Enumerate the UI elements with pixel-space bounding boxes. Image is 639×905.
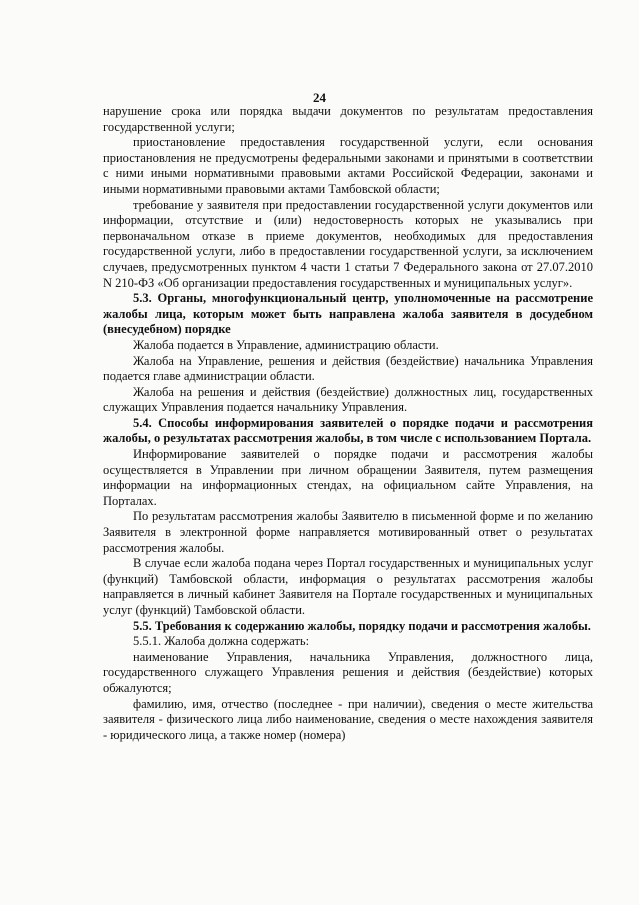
paragraph-complaint-filed: Жалоба подается в Управление, администрацию области. [133,337,439,352]
page-number: 24 [313,90,326,105]
section-heading-5-3: 5.3. Органы, многофункциональный центр, уполномоченные на рассмотрение жалобы лица, которым может быть направлена жалоба заявителя в досудебном (внесудебном) порядке [103,291,593,337]
paragraph-suspension: приостановление предоставления государственной услуги, если основания приостановления не предусмотрены федеральными законами и принятыми в соответствии с ними иными нормативными правовыми актами Российской Федерации, законами и иными нормативными правовыми актами Тамбовской области; [103,135,593,196]
paragraph-informing: Информирование заявителей о порядке подачи и рассмотрения жалобы осуществляется в Управлении при личном обращении Заявителя, путем размещения информации на информационных стендах, на официальном сайте Управления, на Порталах. [103,447,593,508]
paragraph-name-of-management: наименование Управления, начальника Управления, должностного лица, государственного служащего Управления решения и действия (бездействие) которых обжалуются; [103,649,593,695]
paragraph-portal-complaint: В случае если жалоба подана через Портал государственных и муниципальных услуг (функций) Тамбовской области, информация о результатах рассмотрения жалобы направляется в личный кабинет Заявителя на Портале государственных и муниципальных услуг (функций) Тамбовской области. [103,556,593,617]
paragraph-applicant-details: фамилию, имя, отчество (последнее - при наличии), сведения о месте жительства заявителя - физического лица либо наименование, сведения о месте нахождения заявителя - юридического лица, а также номер (номера) [103,696,593,742]
paragraph-complaint-head: Жалоба на Управление, решения и действия (бездействие) начальника Управления подается главе администрации области. [103,353,593,384]
paragraph-5-5-1: 5.5.1. Жалоба должна содержать: [133,634,310,649]
paragraph-results-response: По результатам рассмотрения жалобы Заявителю в письменной форме и по желанию Заявителя в электронной форме направляется мотивированный ответ о результатах рассмотрения жалобы. [103,509,593,555]
paragraph-complaint-officials: Жалоба на решения и действия (бездействие) должностных лиц, государственных служащих Управления подается начальнику Управления. [103,384,593,415]
paragraph-document-requirement: требование у заявителя при предоставлении государственной услуги документов или информации, отсутствие и (или) недостоверность которых не указывались при первоначальном отказе в приеме документов, необходимых для предоставления государственной услуги, либо в предоставлении государственной услуги, за исключением случаев, предусмотренных пунктом 4 части 1 статьи 7 Федерального закона от 27.07.2010 N 210-ФЗ «Об организации предоставления государственных и муниципальных услуг». [103,197,593,290]
paragraph-violation-deadline: нарушение срока или порядка выдачи документов по результатам предоставления государственной услуги; [103,104,593,134]
section-heading-5-4: 5.4. Способы информирования заявителей о порядке подачи и рассмотрения жалобы, о результатах рассмотрения жалобы, в том числе с использованием Портала. [103,415,593,446]
document-body [103,104,593,743]
section-heading-5-5: 5.5. Требования к содержанию жалобы, порядку подачи и рассмотрения жалобы. [133,618,591,633]
